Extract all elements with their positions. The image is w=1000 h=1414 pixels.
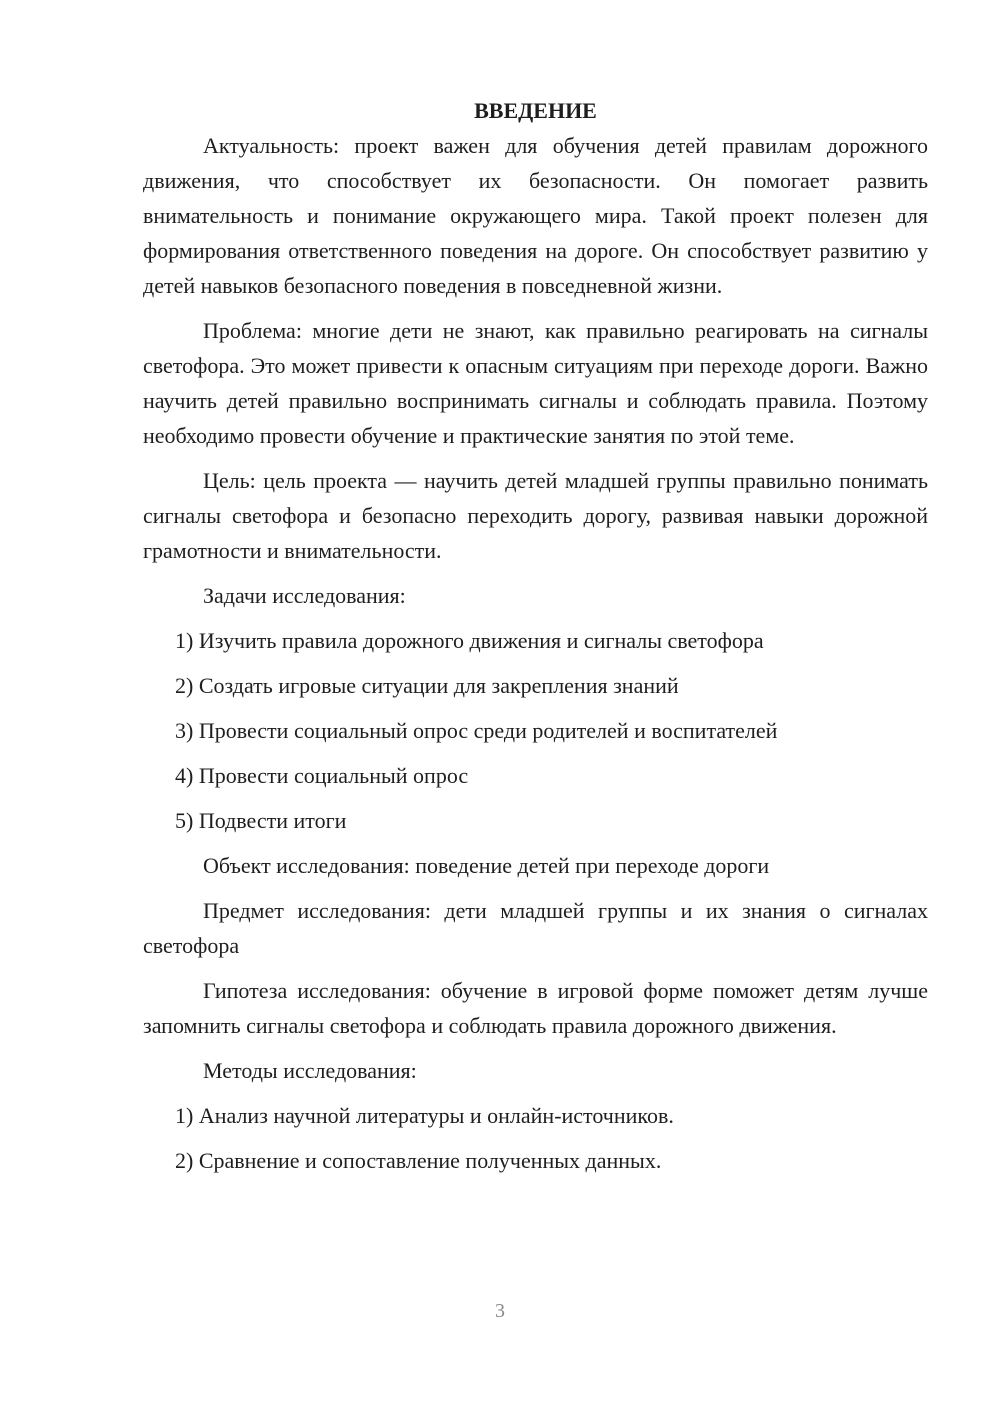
section-title: ВВЕДЕНИЕ: [474, 98, 597, 123]
relevance-paragraph: Актуальность: проект важен для обучения детей правилам дорожного движения, что способствует их безопасности. Он помогает развить внимательность и понимание окружающего мира. Такой проект полезен для формирования ответственного поведения на дороге. Он способствует развитию у детей навыков безопасного поведения в повседневной жизни.: [143, 133, 928, 298]
tasks-list: [143, 623, 928, 838]
task-item: 2) Создать игровые ситуации для закрепления знаний: [175, 673, 679, 698]
problem-paragraph: Проблема: многие дети не знают, как правильно реагировать на сигналы светофора. Это может привести к опасным ситуациям при переходе дороги. Важно научить детей правильно воспринимать сигналы и соблюдать правила. Поэтому необходимо провести обучение и практические занятия по этой теме.: [143, 318, 928, 448]
task-item: 3) Провести социальный опрос среди родителей и воспитателей: [175, 718, 778, 743]
methods-list: [143, 1098, 928, 1178]
object-paragraph: Объект исследования: поведение детей при переходе дороги: [203, 853, 770, 878]
methods-label: Методы исследования:: [203, 1058, 417, 1083]
subject-paragraph: Предмет исследования: дети младшей группы и их знания о сигналах светофора: [143, 898, 928, 958]
page-number: 3: [495, 1300, 505, 1322]
hypothesis-paragraph: Гипотеза исследования: обучение в игровой форме поможет детям лучше запомнить сигналы светофора и соблюдать правила дорожного движения.: [143, 978, 928, 1038]
task-item: 1) Изучить правила дорожного движения и сигналы светофора: [175, 628, 764, 653]
tasks-label: Задачи исследования:: [203, 583, 406, 608]
task-item: 5) Подвести итоги: [175, 808, 347, 833]
task-item: 4) Провести социальный опрос: [175, 763, 469, 788]
method-item: 1) Анализ научной литературы и онлайн-источников.: [175, 1103, 674, 1128]
method-item: 2) Сравнение и сопоставление полученных данных.: [175, 1148, 662, 1173]
document-page: [143, 93, 928, 1188]
goal-paragraph: Цель: цель проекта — научить детей младшей группы правильно понимать сигналы светофора и безопасно переходить дорогу, развивая навыки дорожной грамотности и внимательности.: [143, 468, 928, 563]
